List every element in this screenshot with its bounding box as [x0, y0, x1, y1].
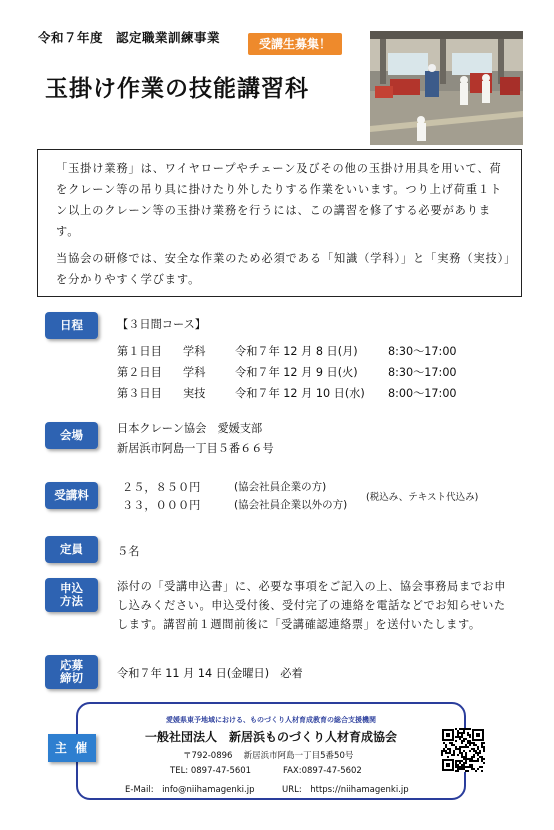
deadline-label: [45, 655, 98, 689]
fee-nonmember-price: ３３，０００円: [122, 499, 201, 512]
page-title: 玉掛け作業の技能講習科: [45, 76, 309, 102]
org-email-link[interactable]: E-Mail: info@niihamagenki.jp: [125, 785, 255, 795]
schedule-day: 第１日目: [117, 344, 162, 358]
schedule-row: [117, 361, 457, 382]
org-fax: FAX:0897-47-5602: [283, 766, 362, 776]
schedule-label: 日程: [45, 312, 98, 339]
crane-work-photo: [370, 31, 523, 145]
schedule-time: 8:30～17:00: [388, 365, 457, 379]
application-label: [45, 578, 98, 612]
org-url-link[interactable]: URL: https://niihamagenki.jp: [282, 785, 409, 795]
capacity-value: ５名: [117, 545, 140, 558]
org-name: 一般社団法人 新居浜ものづくり人材育成協会: [144, 730, 397, 744]
schedule-row: [117, 340, 457, 361]
schedule-date: 令和７年 12 月 9 日(火): [235, 365, 358, 379]
fee-member-note: (協会社員企業の方): [234, 481, 327, 493]
org-postal-address: 〒792-0896 新居浜市阿島一丁目5番50号: [183, 751, 354, 761]
capacity-label: 定員: [45, 536, 98, 563]
intro-box: [37, 149, 522, 297]
qr-code[interactable]: [441, 728, 485, 772]
intro-paragraph-2: 当協会の研修では、安全な作業のため必須である「知識（学科）」と「実務（実技）」を分かりやすく学びます。: [56, 252, 511, 286]
venue-name: 日本クレーン協会 愛媛支部: [117, 422, 263, 435]
recruit-badge: 受講生募集！: [248, 33, 342, 55]
schedule-row: [117, 382, 457, 403]
host-label: 主 催: [48, 734, 96, 762]
intro-paragraph-1: 「玉掛け業務」は、ワイヤロープやチェーン及びその他の玉掛け用具を用いて、荷をクレーン等の吊り具に掛けたり外したりする作業をいいます。つり上げ荷重１トン以上のクレーン等の玉掛け業務を行うには、この講習を修了する必要があります。: [56, 162, 503, 238]
org-tagline: 愛媛県東予地域における、ものづくり人材育成教育の総合支援機関: [166, 716, 376, 724]
fee-member-price: ２５，８５０円: [122, 481, 201, 494]
fee-nonmember-note: (協会社員企業以外の方): [234, 499, 348, 511]
deadline-label-line1: 応募: [60, 658, 83, 672]
venue-address: 新居浜市阿島一丁目５番６６号: [117, 442, 274, 455]
schedule-type: 学科: [183, 365, 206, 379]
org-tel: TEL: 0897-47-5601: [170, 766, 252, 776]
deadline-label-line2: 締切: [60, 671, 83, 685]
schedule-time: 8:30～17:00: [388, 344, 457, 358]
course-length: 【３日間コース】: [117, 318, 206, 331]
schedule-date: 令和７年 12 月 10 日(水): [235, 386, 365, 400]
application-label-line1: 申込: [60, 581, 83, 595]
schedule-date: 令和７年 12 月 8 日(月): [235, 344, 358, 358]
program-line: 令和７年度 認定職業訓練事業: [38, 30, 221, 45]
fee-tax-note: (税込み、テキスト代込み): [366, 492, 479, 503]
schedule-day: 第２日目: [117, 365, 162, 379]
schedule-type: 実技: [183, 386, 206, 400]
application-text: 添付の「受講申込書」に、必要な事項をご記入の上、協会事務局までお申し込みください。申込受付後、受付完了の連絡を電話などでお知らせいたします。講習前１週間前後に「受講確認連絡票」を送付いたします。: [117, 580, 506, 631]
schedule-type: 学科: [183, 344, 206, 358]
schedule-time: 8:00～17:00: [388, 386, 457, 400]
deadline-text: 令和７年 11 月 14 日(金曜日) 必着: [117, 667, 303, 680]
schedule-day: 第３日目: [117, 386, 162, 400]
fee-label: 受講料: [45, 482, 98, 509]
application-label-line2: 方法: [60, 594, 83, 608]
venue-label: 会場: [45, 422, 98, 449]
schedule-table: [117, 340, 457, 403]
